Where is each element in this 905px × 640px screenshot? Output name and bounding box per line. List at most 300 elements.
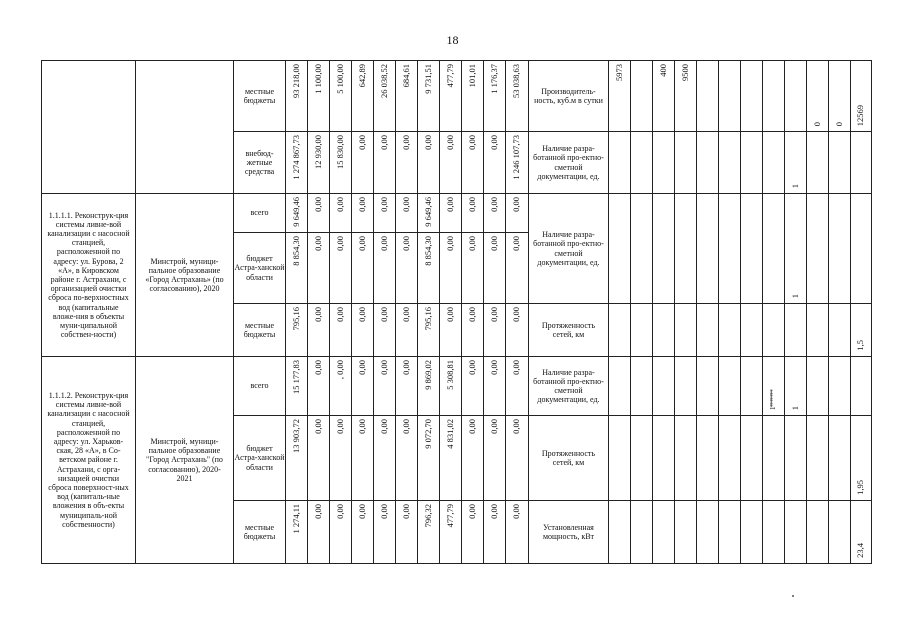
indicator-value <box>741 357 763 416</box>
value-cell-text: 15 177,83 <box>290 360 301 394</box>
indicator-label <box>529 357 609 416</box>
value-cell-text: 0,00 <box>334 307 345 322</box>
value-cell-text: 0,00 <box>334 197 345 212</box>
value-cell <box>308 357 330 416</box>
value-cell-text: 795,16 <box>290 307 301 331</box>
value-cell-text: 0,00 <box>400 419 411 434</box>
indicator-label-text: Наличие разра-ботанной про-ектно-сметной документации, ед. <box>533 144 604 181</box>
value-cell-text: 0,00 <box>312 197 323 212</box>
indicator-value <box>829 416 851 501</box>
source-regional-text: бюджет Астра-ханской области <box>234 444 285 472</box>
indicator-value <box>807 61 829 132</box>
object-cell-continued <box>42 61 136 194</box>
value-cell <box>440 416 462 501</box>
value-cell <box>506 61 529 132</box>
indicator-value-text: 0 <box>811 121 822 126</box>
value-cell-text: 0,00 <box>511 236 522 251</box>
value-cell-text: 4 831,02 <box>444 419 455 449</box>
source-local <box>234 304 286 357</box>
indicator-value <box>829 132 851 194</box>
indicator-value <box>631 416 653 501</box>
indicator-value <box>653 194 675 304</box>
value-cell <box>506 501 529 564</box>
value-cell <box>396 233 418 304</box>
indicator-label-text: Наличие разра-ботанной про-ектно-сметной документации, ед. <box>533 230 604 267</box>
source-extrabudget-text: внебюд-жетные средства <box>244 148 275 177</box>
value-cell-text: 9 649,46 <box>290 197 301 227</box>
value-cell-text: 0,00 <box>444 236 455 251</box>
indicator-label-text: Протяженность сетей, км <box>541 320 596 339</box>
value-cell <box>506 357 529 416</box>
value-cell <box>330 357 352 416</box>
value-cell-text: 0,00 <box>466 419 477 434</box>
indicator-value <box>631 304 653 357</box>
indicator-value <box>631 61 653 132</box>
value-cell-text: 0,00 <box>356 197 367 212</box>
value-cell <box>330 194 352 233</box>
indicator-label-text: Наличие разра-ботанной про-ектно-сметной документации, ед. <box>533 367 604 405</box>
value-cell-text: 684,61 <box>400 64 411 88</box>
value-cell <box>330 501 352 564</box>
value-cell <box>440 233 462 304</box>
source-regional <box>234 416 286 501</box>
value-cell-text: 1 100,00 <box>312 64 323 94</box>
value-cell <box>440 132 462 194</box>
indicator-value <box>653 304 675 357</box>
indicator-value <box>763 132 785 194</box>
value-cell <box>396 357 418 416</box>
indicator-value <box>609 416 631 501</box>
value-cell <box>374 132 396 194</box>
value-cell-text: 0,00 <box>312 360 323 375</box>
value-cell-text: 0,00 <box>400 197 411 212</box>
indicator-value <box>829 357 851 416</box>
executor-text: Минстрой, муници-пальное образование «Город Астрахань» (по согласованию), 2020 <box>145 256 224 294</box>
value-cell-text: 796,32 <box>422 504 433 528</box>
value-cell <box>462 233 484 304</box>
value-cell <box>352 357 374 416</box>
value-cell-text: 0,00 <box>511 307 522 322</box>
value-cell-text: 1 274,11 <box>290 504 301 534</box>
value-cell-text: 0,00 <box>356 360 367 375</box>
program-table <box>41 60 872 564</box>
indicator-value <box>675 61 697 132</box>
source-local-text: местные бюджеты <box>243 320 276 339</box>
indicator-value <box>697 61 719 132</box>
indicator-label <box>529 194 609 304</box>
indicator-value-text: 1,5 <box>855 340 866 351</box>
indicator-value <box>719 416 741 501</box>
value-cell-text: 0,00 <box>488 360 499 375</box>
value-cell-text: 9 649,46 <box>422 197 433 227</box>
value-cell-text: 0,00 <box>511 197 522 212</box>
indicator-value <box>653 132 675 194</box>
indicator-value <box>697 132 719 194</box>
value-cell-text: 9 731,51 <box>422 64 433 94</box>
value-cell <box>418 194 440 233</box>
value-cell <box>462 194 484 233</box>
value-cell <box>286 501 308 564</box>
indicator-value <box>785 61 807 132</box>
value-cell <box>418 61 440 132</box>
indicator-label-text: Установленная мощность, кВт <box>542 522 595 541</box>
indicator-value <box>829 61 851 132</box>
indicator-value-text: 0 <box>833 121 844 126</box>
value-cell <box>352 233 374 304</box>
value-cell-text: 0,00 <box>356 504 367 519</box>
value-cell <box>440 61 462 132</box>
indicator-value-text: 1******* <box>769 389 778 410</box>
source-local <box>234 61 286 132</box>
value-cell-text: 0,00 <box>356 307 367 322</box>
value-cell-text: 13 903,72 <box>290 419 301 453</box>
value-cell-text: 0,00 <box>466 135 477 150</box>
indicator-value <box>609 304 631 357</box>
source-local-text: местные бюджеты <box>243 522 276 541</box>
executor-cell-continued <box>136 61 234 194</box>
value-cell <box>330 132 352 194</box>
value-cell-text: 1 274 867,73 <box>290 135 301 180</box>
value-cell <box>396 194 418 233</box>
indicator-value <box>631 194 653 304</box>
indicator-value <box>697 501 719 564</box>
value-cell <box>374 233 396 304</box>
indicator-value <box>675 416 697 501</box>
executor <box>136 357 234 564</box>
value-cell <box>308 233 330 304</box>
value-cell <box>396 132 418 194</box>
value-cell <box>418 416 440 501</box>
table-row <box>42 357 872 416</box>
object-name <box>42 194 136 357</box>
value-cell-text: 0,00 <box>312 504 323 519</box>
value-cell <box>506 194 529 233</box>
indicator-value <box>741 132 763 194</box>
indicator-value <box>851 304 872 357</box>
indicator-value <box>631 357 653 416</box>
value-cell <box>396 61 418 132</box>
indicator-value-text: 12569 <box>855 104 866 126</box>
value-cell <box>352 501 374 564</box>
value-cell-text: 8 854,30 <box>422 236 433 266</box>
value-cell <box>352 61 374 132</box>
value-cell <box>462 61 484 132</box>
value-cell-text: 8 854,30 <box>290 236 301 266</box>
value-cell <box>286 132 308 194</box>
value-cell <box>396 416 418 501</box>
value-cell-text: 0,00 <box>400 360 411 375</box>
value-cell <box>308 194 330 233</box>
value-cell-text: 0,00 <box>444 197 455 212</box>
value-cell-text: 12 930,00 <box>312 135 323 169</box>
indicator-value <box>609 501 631 564</box>
value-cell <box>440 501 462 564</box>
indicator-value <box>609 61 631 132</box>
indicator-value <box>741 61 763 132</box>
source-total-text: всего <box>250 381 269 391</box>
value-cell <box>418 233 440 304</box>
value-cell <box>374 304 396 357</box>
indicator-value <box>675 304 697 357</box>
page-number: 18 <box>446 33 459 47</box>
value-cell-text: 0,00 <box>400 307 411 322</box>
value-cell <box>352 304 374 357</box>
value-cell-text: 0,00 <box>334 504 345 519</box>
indicator-value <box>719 132 741 194</box>
indicator-value <box>763 194 785 304</box>
value-cell-text: 5 308,81 <box>444 360 455 390</box>
value-cell <box>286 61 308 132</box>
indicator-value <box>631 132 653 194</box>
source-regional <box>234 233 286 304</box>
indicator-value-text: 1 <box>789 405 800 410</box>
source-total <box>234 194 286 233</box>
indicator-label <box>529 61 609 132</box>
value-cell-text: 15 830,00 <box>334 135 345 169</box>
indicator-value <box>785 304 807 357</box>
value-cell <box>506 416 529 501</box>
indicator-value <box>719 61 741 132</box>
indicator-value <box>697 304 719 357</box>
value-cell <box>396 304 418 357</box>
value-cell-text: 0,00 <box>488 504 499 519</box>
value-cell <box>484 501 506 564</box>
value-cell-text: 0,00 <box>378 135 389 150</box>
value-cell-text: 5 100,00 <box>334 64 345 94</box>
value-cell-text: 0,00 <box>511 360 522 375</box>
object-name <box>42 357 136 564</box>
value-cell-text: 0,00 <box>400 236 411 251</box>
value-cell <box>286 416 308 501</box>
indicator-value <box>851 132 872 194</box>
value-cell-text: 0,00 <box>444 307 455 322</box>
value-cell <box>484 416 506 501</box>
value-cell <box>308 304 330 357</box>
value-cell-text: 0,00 <box>511 504 522 519</box>
value-cell <box>440 357 462 416</box>
indicator-value <box>631 501 653 564</box>
indicator-value <box>609 194 631 304</box>
value-cell <box>286 304 308 357</box>
indicator-value-text: 1 <box>789 293 800 298</box>
value-cell <box>330 416 352 501</box>
indicator-value-text: 400 <box>657 64 668 77</box>
value-cell <box>462 501 484 564</box>
value-cell-text: 0,00 <box>488 135 499 150</box>
indicator-value <box>741 194 763 304</box>
source-regional-text: бюджет Астра-ханской области <box>234 254 285 282</box>
source-total <box>234 357 286 416</box>
indicator-value <box>675 501 697 564</box>
source-total-text: всего <box>250 208 269 218</box>
source-local <box>234 501 286 564</box>
indicator-value <box>719 194 741 304</box>
value-cell <box>396 501 418 564</box>
value-cell <box>374 416 396 501</box>
source-extrabudget <box>234 132 286 194</box>
indicator-value <box>851 501 872 564</box>
indicator-value <box>741 501 763 564</box>
value-cell-text: 0,00 <box>444 135 455 150</box>
value-cell <box>374 194 396 233</box>
indicator-value <box>829 501 851 564</box>
value-cell-text: 1 176,37 <box>488 64 499 94</box>
value-cell-text: 0,00 <box>466 360 477 375</box>
value-cell-text: 0,00 <box>378 236 389 251</box>
value-cell-text: 101,01 <box>466 64 477 88</box>
value-cell-text: 0,00 <box>378 504 389 519</box>
value-cell <box>506 304 529 357</box>
value-cell <box>462 304 484 357</box>
value-cell-text: 0,00 <box>378 197 389 212</box>
executor <box>136 194 234 357</box>
indicator-value <box>763 501 785 564</box>
indicator-value <box>807 501 829 564</box>
indicator-label <box>529 304 609 357</box>
value-cell <box>484 357 506 416</box>
value-cell <box>484 304 506 357</box>
object-name-text: 1.1.1.1. Реконструк-ция системы ливне-вой канализации с насосной станцией, расположенной по адресу: ул. Бурова, 2 «А», в Кировском районе г. Астрахани, с организацией очистки сброса по-верхностных вод (капитальные вложе-ния в объекты муни-ципальной собствен-ности) <box>47 210 130 340</box>
value-cell-text: 0,00 <box>400 135 411 150</box>
page-mark <box>792 595 794 597</box>
value-cell-text: 0,00 <box>378 360 389 375</box>
value-cell <box>286 194 308 233</box>
value-cell-text: 0,00 <box>312 419 323 434</box>
indicator-label <box>529 132 609 194</box>
value-cell-text: 0,00 <box>334 419 345 434</box>
indicator-value <box>741 416 763 501</box>
indicator-value <box>763 61 785 132</box>
source-local-text: местные бюджеты <box>243 86 276 105</box>
value-cell-text: 0,00 <box>511 419 522 434</box>
value-cell <box>418 357 440 416</box>
value-cell-text: 0,00 <box>466 197 477 212</box>
value-cell <box>484 233 506 304</box>
value-cell <box>462 132 484 194</box>
value-cell-text: 0,00 <box>466 504 477 519</box>
value-cell-text: 0,00 <box>378 307 389 322</box>
indicator-value <box>741 304 763 357</box>
value-cell <box>308 132 330 194</box>
value-cell <box>506 233 529 304</box>
indicator-value <box>609 357 631 416</box>
value-cell-text: 0,00 <box>400 504 411 519</box>
value-cell <box>440 304 462 357</box>
indicator-value <box>785 132 807 194</box>
value-cell <box>484 194 506 233</box>
value-cell-text: , 0,00 <box>334 360 345 380</box>
indicator-value <box>719 304 741 357</box>
value-cell <box>418 304 440 357</box>
indicator-value <box>829 194 851 304</box>
indicator-value-text: 1,95 <box>855 479 866 495</box>
value-cell-text: 642,89 <box>356 64 367 88</box>
indicator-value <box>763 416 785 501</box>
value-cell-text: 0,00 <box>356 419 367 434</box>
indicator-value <box>807 304 829 357</box>
value-cell <box>374 501 396 564</box>
indicator-value <box>807 194 829 304</box>
indicator-value <box>675 357 697 416</box>
indicator-value <box>653 61 675 132</box>
value-cell <box>286 357 308 416</box>
value-cell-text: 1 246 107,73 <box>511 135 522 180</box>
indicator-value <box>829 304 851 357</box>
indicator-value <box>851 416 872 501</box>
indicator-value <box>851 61 872 132</box>
value-cell-text: 0,00 <box>312 307 323 322</box>
value-cell <box>506 132 529 194</box>
value-cell <box>462 357 484 416</box>
value-cell <box>352 194 374 233</box>
indicator-label-text: Производитель-ность, куб.м в сутки <box>534 86 603 105</box>
indicator-value <box>653 501 675 564</box>
value-cell-text: 0,00 <box>312 236 323 251</box>
value-cell-text: 0,00 <box>466 307 477 322</box>
indicator-value <box>785 501 807 564</box>
indicator-value <box>851 357 872 416</box>
value-cell <box>308 501 330 564</box>
value-cell <box>308 416 330 501</box>
indicator-value <box>697 194 719 304</box>
indicator-label-text: Протяженность сетей, км <box>541 448 596 467</box>
indicator-value-text: 23,4 <box>855 542 866 558</box>
indicator-value <box>785 416 807 501</box>
value-cell-text: 0,00 <box>334 236 345 251</box>
indicator-value <box>697 357 719 416</box>
value-cell <box>352 132 374 194</box>
indicator-value <box>719 501 741 564</box>
value-cell <box>330 233 352 304</box>
value-cell-text: 0,00 <box>378 419 389 434</box>
indicator-label <box>529 501 609 564</box>
value-cell <box>418 132 440 194</box>
table-row <box>42 61 872 132</box>
value-cell-text: 0,00 <box>466 236 477 251</box>
value-cell-text: 477,79 <box>444 504 455 528</box>
indicator-value <box>763 357 785 416</box>
value-cell-text: 0,00 <box>422 135 433 150</box>
value-cell-text: 26 038,52 <box>378 64 389 98</box>
value-cell-text: 9 072,70 <box>422 419 433 449</box>
value-cell-text: 0,00 <box>488 419 499 434</box>
value-cell <box>484 61 506 132</box>
indicator-value-text: 9500 <box>679 64 690 81</box>
indicator-value <box>785 194 807 304</box>
value-cell <box>418 501 440 564</box>
value-cell <box>286 233 308 304</box>
value-cell-text: 93 218,00 <box>290 64 301 98</box>
indicator-value-text: 5973 <box>613 64 624 81</box>
indicator-value <box>719 357 741 416</box>
value-cell-text: 477,79 <box>444 64 455 88</box>
indicator-label <box>529 416 609 501</box>
value-cell <box>330 304 352 357</box>
indicator-value <box>675 132 697 194</box>
object-name-text: 1.1.1.2. Реконструк-ция системы ливне-вой канализации с насосной станцией, расположенной по адресу: ул. Харьков-ская, 28 «А», в Со-ветском районе г. Астрахани, с орга-низацией очистки сброса поверхност-ных вод (капиталь-ные вложения в объ-екты муниципаль-ной собственности) <box>47 391 130 529</box>
indicator-value <box>675 194 697 304</box>
indicator-value <box>807 132 829 194</box>
indicator-value <box>609 132 631 194</box>
value-cell <box>484 132 506 194</box>
value-cell <box>352 416 374 501</box>
value-cell <box>440 194 462 233</box>
indicator-value-text: 1 <box>789 183 800 188</box>
value-cell-text: 0,00 <box>356 135 367 150</box>
value-cell-text: 0,00 <box>488 307 499 322</box>
value-cell <box>374 61 396 132</box>
executor-text: Минстрой, муници-пальное образование "Город Астрахань" (по согласованию), 2020-2021 <box>146 437 223 483</box>
